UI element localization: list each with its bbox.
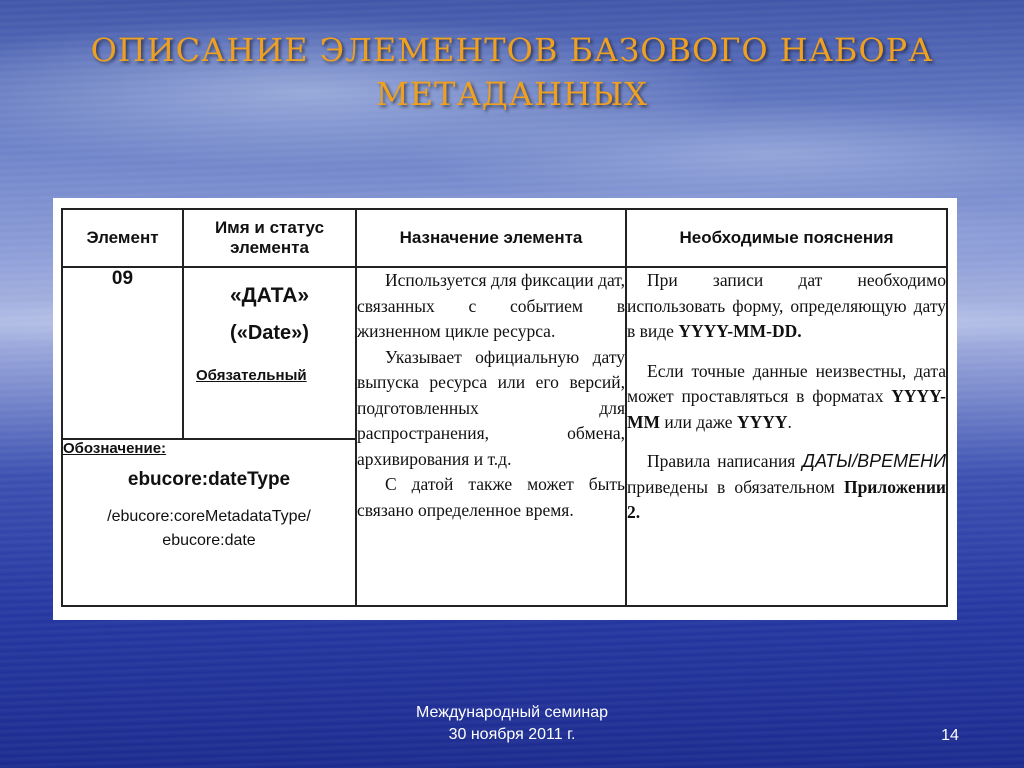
metadata-table [61,208,948,607]
element-status: Обязательный [196,367,307,384]
header-purpose: Назначение элемента [356,209,626,267]
slide-footer [362,702,662,746]
element-name-cell [183,267,356,439]
element-name: «ДАТА» [229,284,310,307]
element-name-en: («Date») [230,322,309,344]
purpose-paragraph: С датой также может быть связано определенное время. [357,474,625,520]
header-name-status: Имя и статус элемента [183,209,356,267]
slide-title-line1: ОПИСАНИЕ ЭЛЕМЕНТОВ БАЗОВОГО НАБОРА [90,31,934,69]
notes-cell [626,267,947,606]
purpose-paragraph: Указывает официальную дату выпуска ресурса или его версий, подготовленных для распространения, обмена, архивирования и т.д. [357,346,625,469]
header-element: Элемент [62,209,183,267]
slide-title [60,28,964,116]
purpose-cell [356,267,626,606]
table-row [62,267,947,439]
header-notes: Необходимые пояснения [626,209,947,267]
notes-paragraph: Если точные данные неизвестны, дата может проставляться в форматах YYYY-MM или даже YYYY. [627,360,946,432]
purpose-paragraph: Используется для фиксации дат, связанных с событием в жизненном цикле ресурса. [357,270,625,341]
designation-label: Обозначение: [63,440,167,457]
footer-line2: 30 ноября 2011 г. [448,726,576,743]
notes-paragraph: При записи дат необходимо использовать форму, определяющую дату в виде YYYY-MM-DD. [627,270,946,341]
page-number: 14 [941,727,959,744]
metadata-table-image [53,198,957,620]
designation-cell [62,439,356,606]
slide-title-line2: МЕТАДАННЫХ [375,75,649,113]
notes-paragraph: Правила написания ДАТЫ/ВРЕМЕНИ приведены в обязательном Приложении 2. [627,451,946,522]
designation-type: ebucore:dateType [127,469,291,490]
element-number: 09 [62,267,183,439]
footer-line1: Международный семинар [416,704,608,721]
designation-path: /ebucore:coreMetadataType/ ebucore:date [107,508,311,549]
table-header-row [62,209,947,267]
